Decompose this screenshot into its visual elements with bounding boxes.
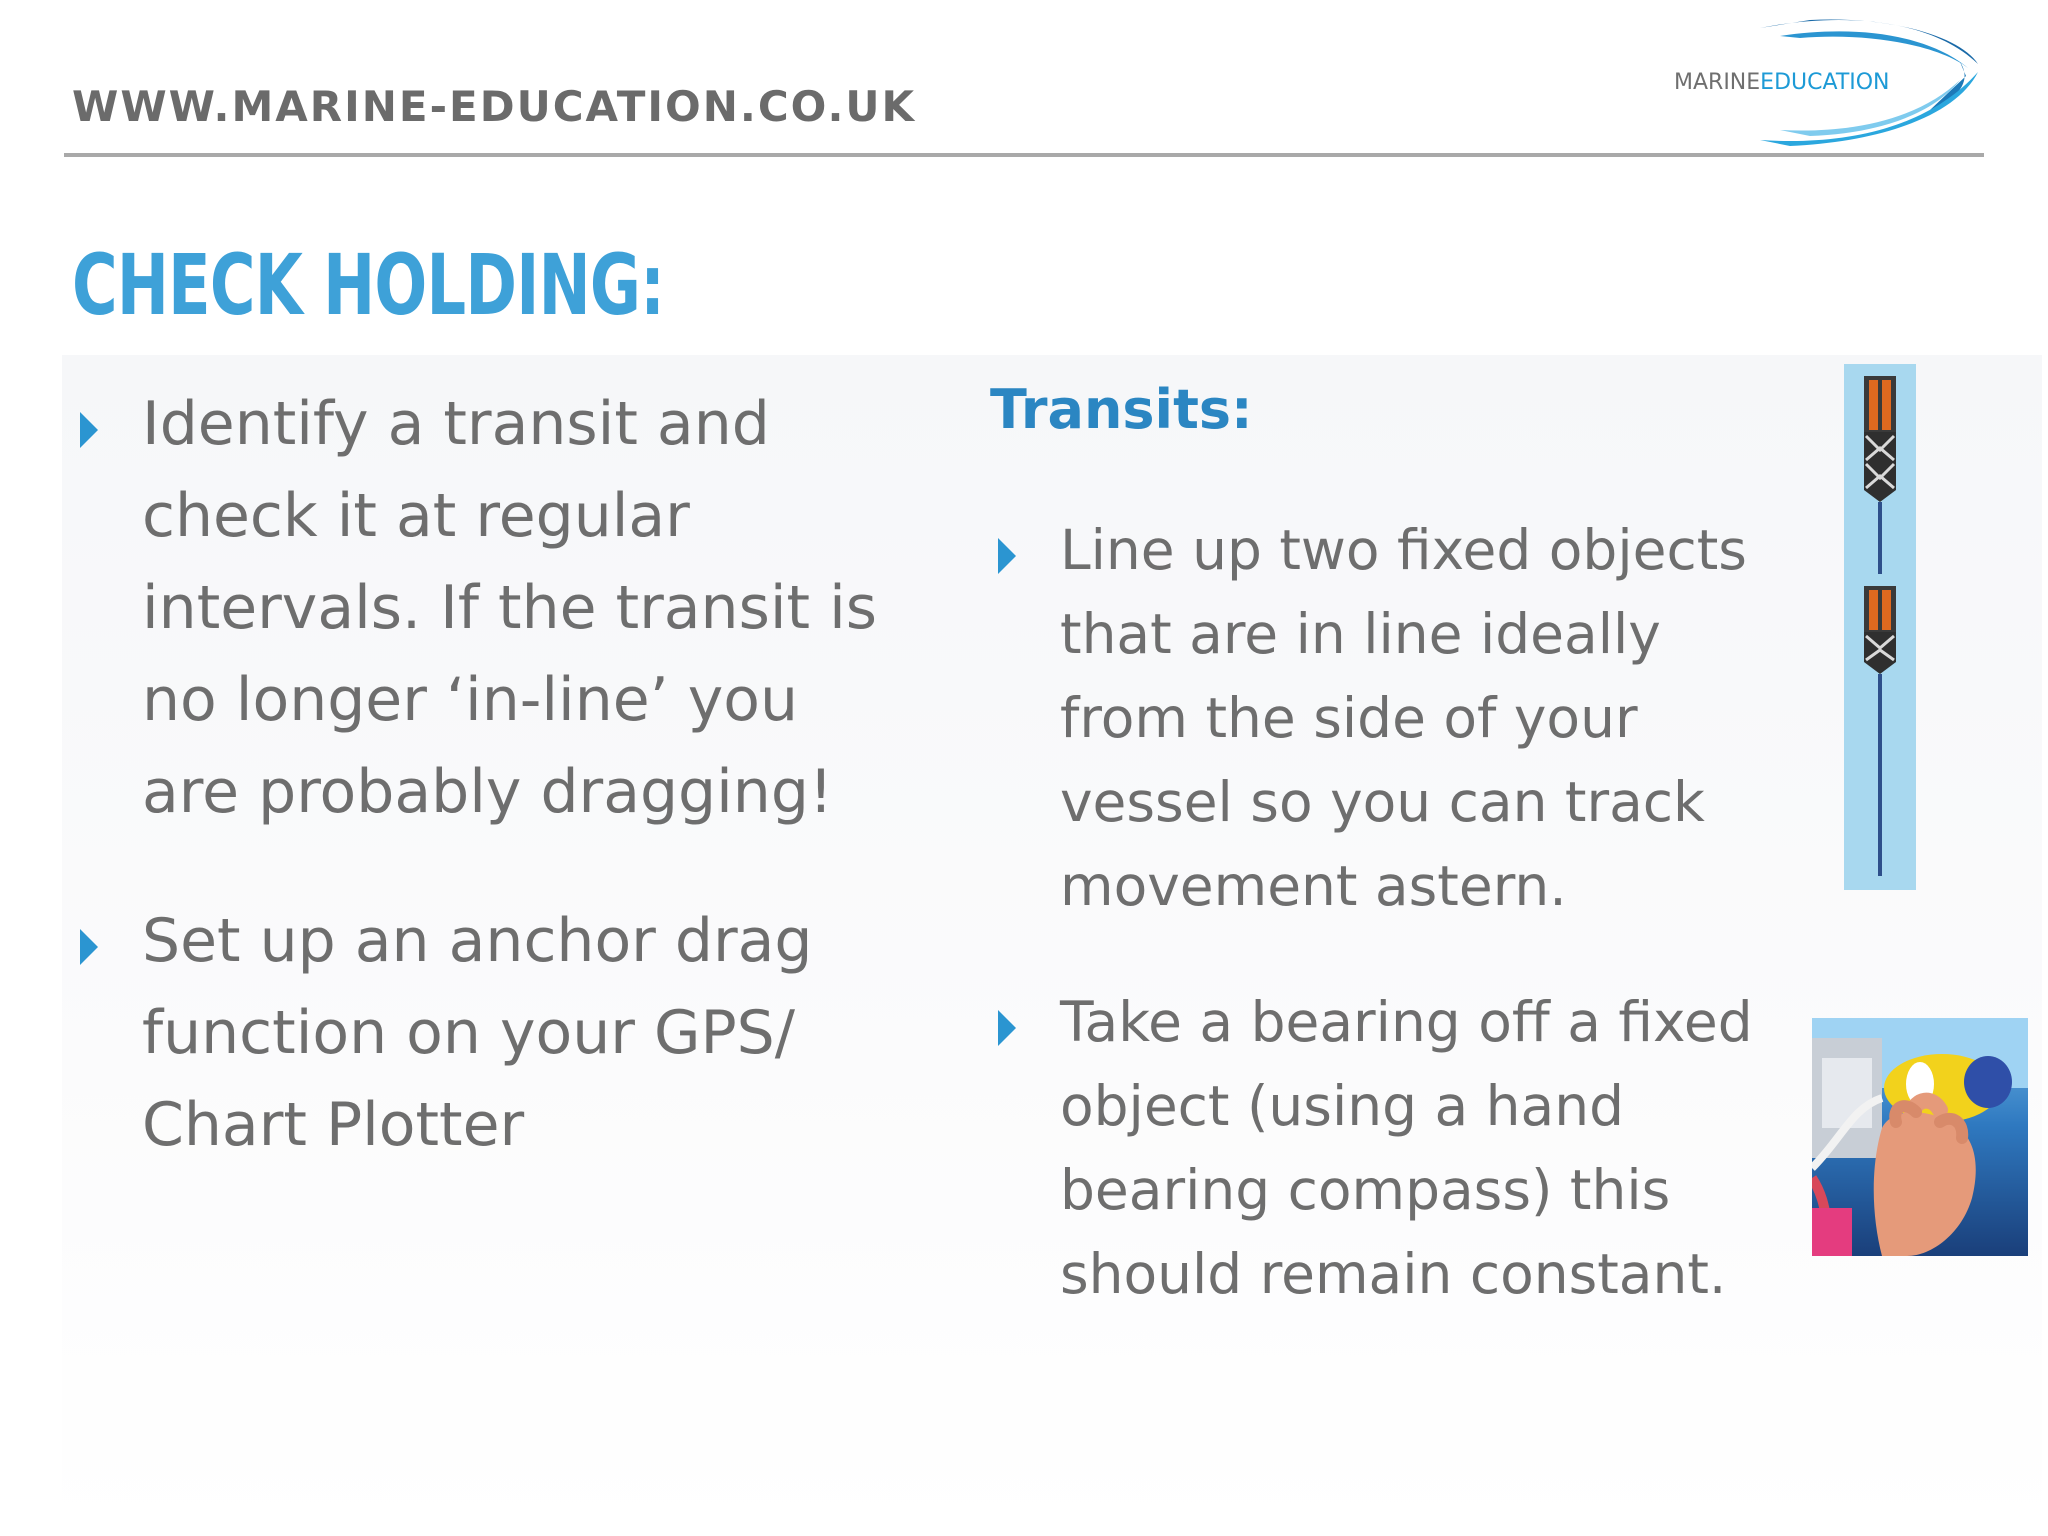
text-line: are probably dragging! (142, 757, 833, 827)
text-line: Identify a transit and (142, 389, 770, 459)
text-line: Set up an anchor drag (142, 906, 813, 976)
marine-education-logo (1660, 6, 1990, 156)
text-line: object (using a hand (1060, 1074, 1624, 1138)
slide-title: CHECK HOLDING: (72, 236, 665, 334)
text-line: bearing compass) this (1060, 1158, 1671, 1222)
text-line: should remain constant. (1060, 1242, 1727, 1306)
header-divider (64, 153, 1984, 157)
right-bullet-1 (996, 508, 1820, 928)
text-line: intervals. If the transit is (142, 573, 878, 643)
right-bullet-1-text (1060, 508, 1820, 928)
logo-word-marine: MARINE (1674, 70, 1761, 95)
right-bullet-2-text (1060, 980, 1820, 1316)
site-url: WWW.MARINE-EDUCATION.CO.UK (72, 82, 917, 131)
text-line: function on your GPS/ (142, 998, 795, 1068)
text-line: Chart Plotter (142, 1090, 525, 1160)
right-bullet-2 (996, 980, 1820, 1316)
text-line: that are in line ideally (1060, 602, 1661, 666)
transit-marks-icon (1844, 364, 1916, 890)
text-line: movement astern. (1060, 854, 1567, 918)
bullet-arrow-icon (996, 1008, 1036, 1048)
text-line: Line up two fixed objects (1060, 518, 1747, 582)
left-bullet-1-text (142, 378, 902, 838)
left-bullet-1 (78, 378, 902, 838)
transits-heading: Transits: (990, 378, 1253, 441)
hand-bearing-compass-photo (1812, 1018, 2028, 1256)
bullet-arrow-icon (996, 536, 1036, 576)
left-bullet-2 (78, 895, 902, 1171)
text-line: vessel so you can track (1060, 770, 1705, 834)
text-line: Take a bearing off a fixed (1060, 990, 1753, 1054)
compass-photo-icon (1812, 1018, 2028, 1256)
text-line: no longer ‘in-line’ you (142, 665, 799, 735)
bullet-arrow-icon (78, 410, 118, 450)
logo-wordmark (1674, 70, 1890, 95)
text-line: check it at regular (142, 481, 690, 551)
bullet-arrow-icon (78, 927, 118, 967)
text-line: from the side of your (1060, 686, 1638, 750)
left-bullet-2-text (142, 895, 902, 1171)
transit-marks-image (1844, 364, 1916, 890)
logo-word-education: EDUCATION (1760, 70, 1890, 95)
